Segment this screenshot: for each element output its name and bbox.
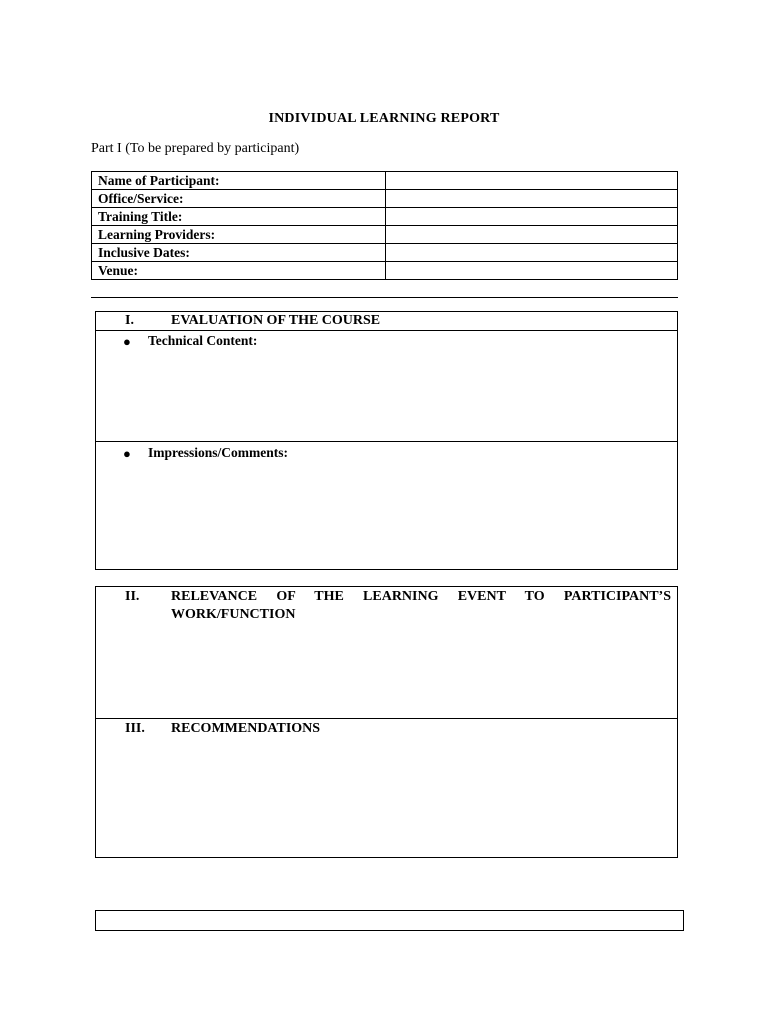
name-of-participant-label: Name of Participant: [92,172,386,190]
name-of-participant-field[interactable] [386,172,678,190]
table-row [92,226,678,244]
document-title: INDIVIDUAL LEARNING REPORT [268,111,500,126]
section3-heading: RECOMMENDATIONS [171,721,321,736]
inclusive-dates-field[interactable] [386,244,678,262]
section-divider [95,718,678,719]
table-row [92,262,678,280]
learning-providers-label: Learning Providers: [92,226,386,244]
table-row [92,208,678,226]
venue-label: Venue: [92,262,386,280]
table-row [92,172,678,190]
inclusive-dates-label: Inclusive Dates: [92,244,386,262]
section-divider [95,441,678,442]
training-title-field[interactable] [386,208,678,226]
table-row [92,244,678,262]
technical-content-area[interactable] [96,352,677,440]
technical-content-label: Technical Content: [148,333,258,348]
learning-providers-field[interactable] [386,226,678,244]
office-service-label: Office/Service: [92,190,386,208]
part-label: Part I (To be prepared by participant) [91,141,300,156]
impressions-comments-area[interactable] [96,464,677,568]
section2-number: II. [125,589,140,604]
section3-number: III. [125,721,145,736]
section1-heading: EVALUATION OF THE COURSE [171,313,381,328]
office-service-field[interactable] [386,190,678,208]
bullet-icon: ● [123,446,131,461]
impressions-comments-label: Impressions/Comments: [148,445,289,460]
table-row [92,190,678,208]
recommendations-area[interactable] [96,740,677,856]
bullet-icon: ● [123,334,131,349]
section2-heading: RELEVANCE OF THE LEARNING EVENT TO PARTICIPANT’S WORK/FUNCTION [171,589,671,622]
venue-field[interactable] [386,262,678,280]
relevance-area[interactable] [96,628,677,716]
training-title-label: Training Title: [92,208,386,226]
participant-info-table [91,171,678,280]
horizontal-rule [91,297,678,298]
footer-box [95,910,684,931]
section-divider [95,330,678,331]
section1-number: I. [125,313,134,328]
